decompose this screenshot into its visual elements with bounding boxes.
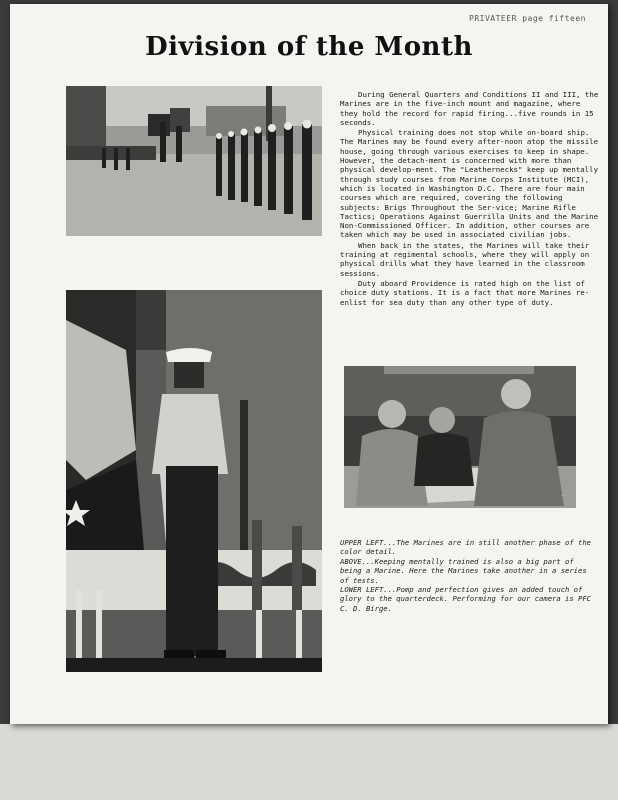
page-title: Division of the Month xyxy=(145,32,473,62)
photo-quarterdeck-marine xyxy=(66,290,322,672)
article-paragraph: During General Quarters and Conditions II and III, the Marines are in the five-inch mount and magazine, where they hold the record for rapid firing...five rounds in 15 seconds. xyxy=(340,90,599,127)
scan-background xyxy=(0,724,618,800)
photo-marines-tests xyxy=(344,366,576,508)
caption-lower-left: LOWER LEFT...Pomp and perfection gives an added touch of glory to the quarterdeck. Performing for our camera is PFC C. D. Birge. xyxy=(340,585,591,613)
caption-above: ABOVE...Keeping mentally trained is also a big part of being a Marine. Here the Marines take another in a series of tests. xyxy=(340,556,587,585)
article-paragraph: Physical training does not stop while on-board ship. The Marines may be found every after-noon atop the missile house, going through various exercises to keep in shape. However, the detach-ment is concerned with more than physical develop-ment. The "Leathernecks" keep up mentally through study courses from Marine Corps Institute (MCI), which is located in Washington D.C. There are four main courses which are required, covering the following subjects: Brigs Throughout the Ser-vice; Marine Rifle Tactics; Operations Against Guerrilla Units and the Marine Non-Commissioned Officer. In addition, other courses are taken which may be used in associated civilian jobs. xyxy=(340,128,599,240)
article-body xyxy=(340,90,602,308)
magazine-page xyxy=(10,4,608,724)
caption-upper-left: UPPER LEFT...The Marines are in still another phase of the color detail. xyxy=(340,538,591,557)
page-header-label: PRIVATEER page fifteen xyxy=(469,14,586,23)
photo-color-detail xyxy=(66,86,322,236)
article-paragraph: Duty aboard Providence is rated high on the list of choice duty stations. It is a fact that more Marines re-enlist for sea duty than any other type of duty. xyxy=(340,278,590,307)
photo-captions xyxy=(340,538,596,613)
article-paragraph: When back in the states, the Marines will take their training at regimental schools, where they will apply on physical drills what they have learned in the classroom sessions. xyxy=(340,240,590,278)
